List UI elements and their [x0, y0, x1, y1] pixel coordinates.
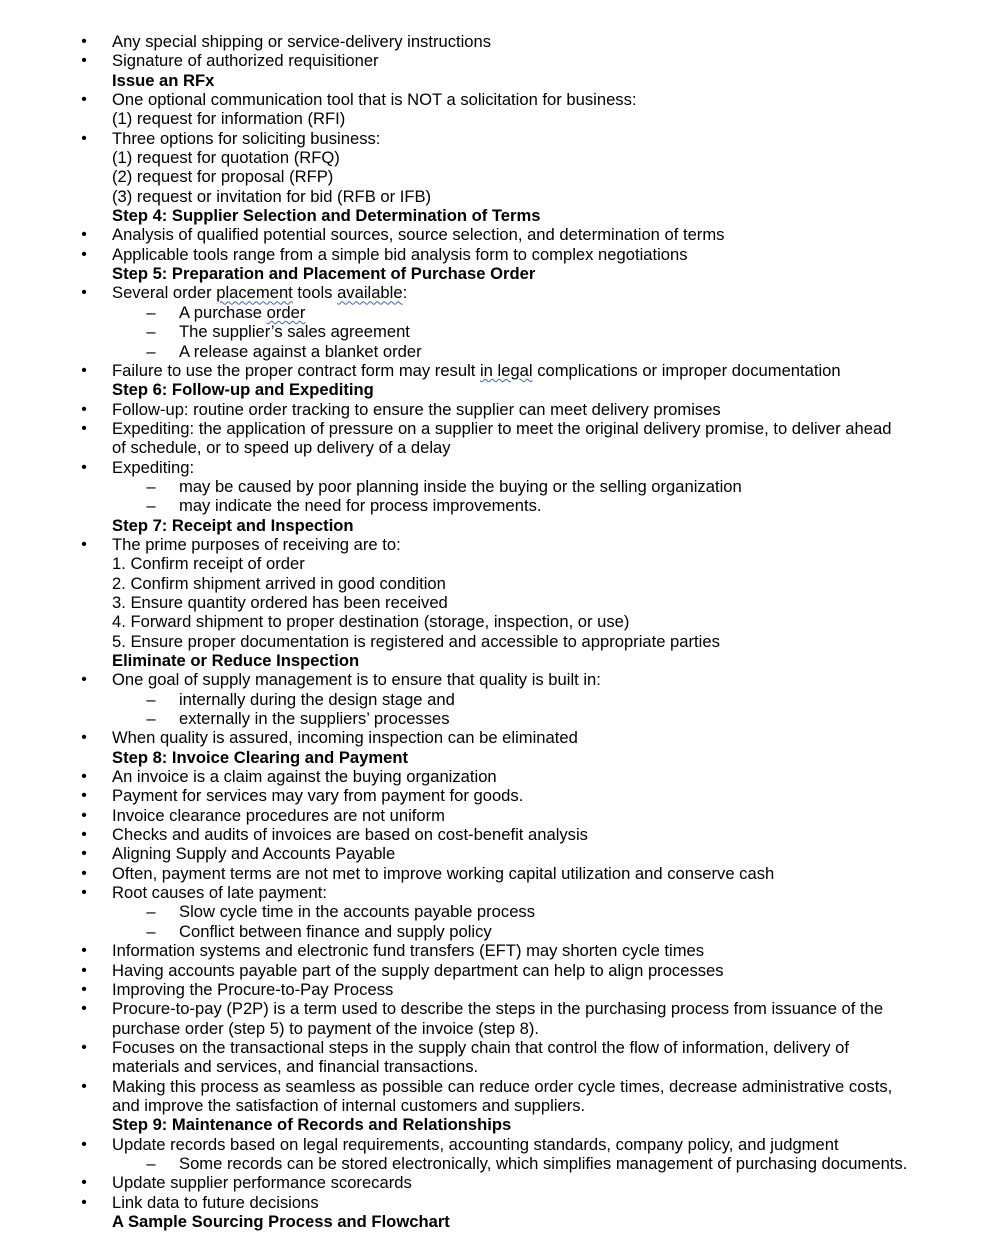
line-text: materials and services, and financial transactions.: [112, 1057, 479, 1077]
bullet-icon: •: [81, 1174, 87, 1192]
line-text: Eliminate or Reduce Inspection: [112, 651, 360, 670]
list-item: [0, 90, 998, 109]
sub-list-item: [0, 709, 998, 728]
spellcheck-flagged-text: in legal: [479, 360, 533, 380]
dash-icon: –: [146, 476, 156, 496]
line-text: Information systems and electronic fund transfers (EFT) may shorten cycle times: [112, 941, 705, 961]
line-text: 2. Confirm shipment arrived in good condition: [112, 573, 446, 593]
list-item: [0, 883, 998, 902]
bullet-icon: •: [81, 729, 87, 747]
line-text: Step 5: Preparation and Placement of Purchase Order: [112, 264, 536, 284]
list-item-continuation: [0, 632, 998, 651]
line-text: Update records based on legal requirements, accounting standards, company policy, and judgment: [112, 1134, 839, 1154]
text-segment: :: [402, 283, 408, 303]
line-text: Step 9: Maintenance of Records and Relationships: [112, 1115, 512, 1135]
bullet-icon: •: [81, 284, 87, 302]
line-text: 5. Ensure proper documentation is registered and accessible to appropriate parties: [112, 631, 720, 651]
list-item-continuation: [0, 109, 998, 128]
line-text: Any special shipping or service-delivery instructions: [112, 32, 492, 51]
line-text: One goal of supply management is to ensure that quality is built in:: [112, 670, 601, 690]
line-text: Step 7: Receipt and Inspection: [112, 515, 354, 535]
line-text: Checks and audits of invoices are based on cost-benefit analysis: [112, 825, 588, 845]
line-text: When quality is assured, incoming inspection can be eliminated: [112, 728, 578, 748]
spellcheck-flagged-text: placement: [216, 283, 293, 303]
list-item: [0, 1135, 998, 1154]
sub-list-item: [0, 690, 998, 709]
list-item: [0, 458, 998, 477]
line-text: and improve the satisfaction of internal customers and suppliers.: [112, 1095, 586, 1115]
list-item: [0, 670, 998, 689]
section-heading: [0, 516, 998, 535]
list-item-continuation: [0, 1096, 998, 1115]
bullet-icon: •: [81, 671, 87, 689]
dash-icon: –: [146, 496, 156, 516]
bullet-icon: •: [81, 787, 87, 805]
list-item: [0, 1038, 998, 1057]
text-segment: Several order: [112, 283, 217, 303]
list-item: [0, 1193, 998, 1212]
bullet-icon: •: [81, 884, 87, 902]
line-text: Some records can be stored electronically, which simplifies management of purchasing documents.: [179, 1153, 908, 1173]
section-heading: [0, 748, 998, 767]
line-text: (1) request for information (RFI): [112, 109, 346, 129]
bullet-icon: •: [81, 458, 87, 476]
list-item: [0, 245, 998, 264]
list-item: [0, 786, 998, 805]
line-text: may indicate the need for process improvements.: [179, 496, 542, 516]
line-text: Step 6: Follow-up and Expediting: [112, 380, 374, 400]
bullet-icon: •: [81, 245, 87, 263]
bullet-icon: •: [81, 400, 87, 418]
text-segment: tools: [292, 283, 338, 303]
document-body: [0, 32, 998, 1231]
line-text: of schedule, or to speed up delivery of a delay: [112, 438, 451, 458]
list-item-continuation: [0, 554, 998, 573]
bullet-icon: •: [81, 980, 87, 998]
sub-list-item: [0, 303, 998, 322]
line-text: Slow cycle time in the accounts payable process: [179, 902, 536, 922]
bullet-icon: •: [81, 52, 87, 70]
section-heading: [0, 264, 998, 283]
list-item: [0, 767, 998, 786]
bullet-icon: •: [81, 826, 87, 844]
dash-icon: –: [146, 322, 156, 342]
bullet-icon: •: [81, 1038, 87, 1056]
line-text: Analysis of qualified potential sources, source selection, and determination of terms: [112, 225, 725, 245]
bullet-icon: •: [81, 1135, 87, 1153]
line-text: Expediting:: [112, 457, 195, 477]
line-text: Expediting: the application of pressure on a supplier to meet the original delivery promise, to deliver ahead: [112, 418, 892, 438]
section-heading: [0, 1115, 998, 1134]
list-item-continuation: [0, 187, 998, 206]
list-item: [0, 419, 998, 438]
bullet-icon: •: [81, 33, 87, 50]
section-heading: [0, 380, 998, 399]
list-item: [0, 51, 998, 70]
bullet-icon: •: [81, 535, 87, 553]
list-item: [0, 283, 998, 302]
text-segment: A purchase: [179, 302, 267, 322]
list-item: [0, 361, 998, 380]
line-text: purchase order (step 5) to payment of the invoice (step 8).: [112, 1018, 540, 1038]
bullet-icon: •: [81, 226, 87, 244]
list-item-continuation: [0, 574, 998, 593]
dash-icon: –: [146, 921, 156, 941]
line-text: 1. Confirm receipt of order: [112, 554, 305, 574]
line-text: One optional communication tool that is NOT a solicitation for business:: [112, 90, 637, 110]
line-text: Follow-up: routine order tracking to ensure the supplier can meet delivery promises: [112, 399, 721, 419]
dash-icon: –: [146, 341, 156, 361]
list-item: [0, 129, 998, 148]
line-text: Applicable tools range from a simple bid analysis form to complex negotiations: [112, 244, 688, 264]
line-text: [112, 283, 407, 302]
line-text: Step 4: Supplier Selection and Determination of Terms: [112, 206, 541, 226]
dash-icon: –: [146, 709, 156, 729]
line-text: [112, 361, 841, 380]
list-item-continuation: [0, 167, 998, 186]
line-text: [179, 303, 305, 322]
line-text: (3) request or invitation for bid (RFB or IFB): [112, 186, 432, 206]
line-text: Link data to future decisions: [112, 1192, 319, 1212]
list-item-continuation: [0, 1019, 998, 1038]
bullet-icon: •: [81, 1193, 87, 1211]
line-text: An invoice is a claim against the buying organization: [112, 767, 497, 787]
line-text: A Sample Sourcing Process and Flowchart: [112, 1211, 450, 1231]
dash-icon: –: [146, 302, 156, 322]
line-text: A release against a blanket order: [179, 341, 422, 361]
list-item-continuation: [0, 1057, 998, 1076]
bullet-icon: •: [81, 1077, 87, 1095]
list-item: [0, 864, 998, 883]
list-item-continuation: [0, 593, 998, 612]
line-text: The supplier’s sales agreement: [179, 322, 410, 342]
spellcheck-flagged-text: order: [266, 302, 306, 322]
line-text: Update supplier performance scorecards: [112, 1173, 412, 1193]
list-item-continuation: [0, 148, 998, 167]
line-text: Invoice clearance procedures are not uniform: [112, 805, 445, 825]
bullet-icon: •: [81, 419, 87, 437]
spellcheck-flagged-text: available: [337, 283, 403, 303]
bullet-icon: •: [81, 91, 87, 109]
list-item: [0, 999, 998, 1018]
bullet-icon: •: [81, 129, 87, 147]
list-item: [0, 400, 998, 419]
line-text: Payment for services may vary from payment for goods.: [112, 786, 524, 806]
line-text: may be caused by poor planning inside the buying or the selling organization: [179, 476, 742, 496]
line-text: Aligning Supply and Accounts Payable: [112, 844, 396, 864]
list-item: [0, 1173, 998, 1192]
list-item: [0, 32, 998, 51]
sub-list-item: [0, 1154, 998, 1173]
list-item-continuation: [0, 438, 998, 457]
list-item: [0, 980, 998, 999]
list-item: [0, 1077, 998, 1096]
line-text: Three options for soliciting business:: [112, 128, 381, 148]
section-heading: [0, 1212, 998, 1231]
text-segment: Failure to use the proper contract form may result: [112, 360, 480, 380]
dash-icon: –: [146, 1153, 156, 1173]
line-text: Step 8: Invoice Clearing and Payment: [112, 747, 409, 767]
dash-icon: –: [146, 689, 156, 709]
line-text: externally in the suppliers’ processes: [179, 709, 450, 729]
bullet-icon: •: [81, 864, 87, 882]
bullet-icon: •: [81, 1000, 87, 1018]
line-text: Issue an RFx: [112, 70, 215, 90]
dash-icon: –: [146, 902, 156, 922]
bullet-icon: •: [81, 768, 87, 786]
section-heading: [0, 71, 998, 90]
line-text: The prime purposes of receiving are to:: [112, 534, 401, 554]
list-item: [0, 728, 998, 747]
bullet-icon: •: [81, 806, 87, 824]
sub-list-item: [0, 496, 998, 515]
bullet-icon: •: [81, 942, 87, 960]
list-item: [0, 941, 998, 960]
bullet-icon: •: [81, 361, 87, 379]
sub-list-item: [0, 342, 998, 361]
line-text: Signature of authorized requisitioner: [112, 51, 379, 71]
list-item: [0, 961, 998, 980]
line-text: 3. Ensure quantity ordered has been received: [112, 592, 448, 612]
list-item: [0, 806, 998, 825]
line-text: Making this process as seamless as possible can reduce order cycle times, decrease administrative costs,: [112, 1076, 893, 1096]
list-item-continuation: [0, 612, 998, 631]
sub-list-item: [0, 922, 998, 941]
list-item: [0, 225, 998, 244]
line-text: Root causes of late payment:: [112, 883, 327, 903]
section-heading: [0, 651, 998, 670]
line-text: Having accounts payable part of the supply department can help to align processes: [112, 960, 724, 980]
sub-list-item: [0, 322, 998, 341]
line-text: Improving the Procure-to-Pay Process: [112, 979, 394, 999]
line-text: 4. Forward shipment to proper destination (storage, inspection, or use): [112, 612, 630, 632]
list-item: [0, 844, 998, 863]
sub-list-item: [0, 477, 998, 496]
line-text: Often, payment terms are not met to improve working capital utilization and conserve cash: [112, 863, 775, 883]
bullet-icon: •: [81, 845, 87, 863]
line-text: Procure-to-pay (P2P) is a term used to describe the steps in the purchasing process from issuance of the: [112, 999, 884, 1019]
bullet-icon: •: [81, 961, 87, 979]
line-text: (1) request for quotation (RFQ): [112, 148, 340, 168]
line-text: Focuses on the transactional steps in the supply chain that control the flow of information, delivery of: [112, 1037, 849, 1057]
list-item: [0, 825, 998, 844]
text-segment: complications or improper documentation: [532, 360, 841, 380]
list-item: [0, 535, 998, 554]
line-text: internally during the design stage and: [179, 689, 455, 709]
line-text: (2) request for proposal (RFP): [112, 167, 334, 187]
sub-list-item: [0, 902, 998, 921]
line-text: Conflict between finance and supply policy: [179, 921, 492, 941]
section-heading: [0, 206, 998, 225]
